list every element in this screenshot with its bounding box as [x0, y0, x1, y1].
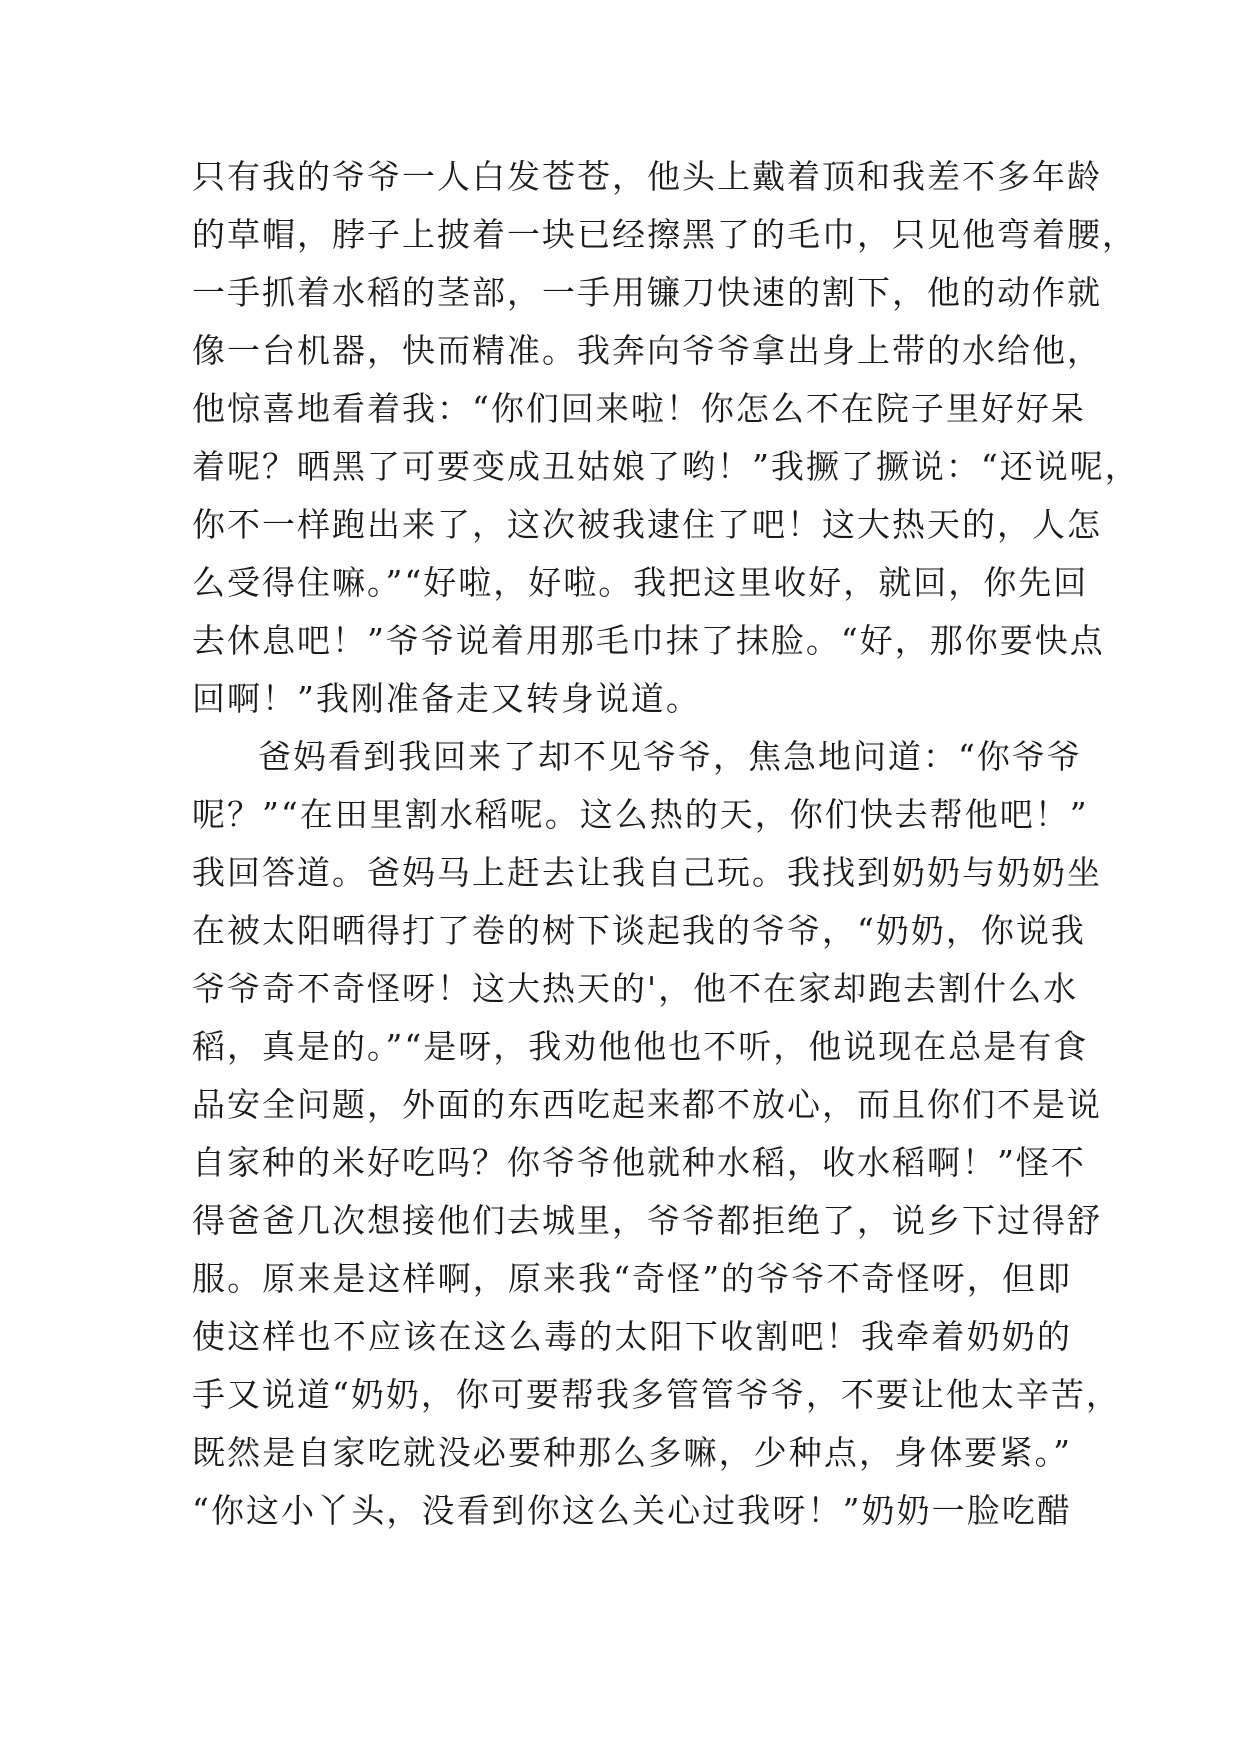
text-line: 稻，真是的。”“是呀，我劝他他也不听，他说现在总是有食: [192, 1027, 1089, 1066]
text-line: 一手抓着水稻的茎部，一手用镰刀快速的割下，他的动作就: [192, 273, 1102, 312]
text-line: 着呢？晒黑了可要变成丑姑娘了哟！”我撅了撅说：“还说呢，: [192, 447, 1140, 486]
text-line: 自家种的米好吃吗？你爷爷他就种水稻，收水稻啊！”怪不: [192, 1143, 1086, 1182]
body-text: [192, 148, 1140, 1540]
text-line: 我回答道。爸妈马上赶去让我自己玩。我找到奶奶与奶奶坐: [192, 853, 1102, 892]
text-line: 只有我的爷爷一人白发苍苍，他头上戴着顶和我差不多年龄: [192, 157, 1102, 196]
text-line: 像一台机器，快而精准。我奔向爷爷拿出身上带的水给他，: [192, 331, 1102, 370]
text-line: 服。原来是这样啊，原来我“奇怪”的爷爷不奇怪呀，但即: [192, 1259, 1072, 1298]
text-line: 爸妈看到我回来了却不见爷爷，焦急地问道：“你爷爷: [258, 737, 1082, 776]
text-line: 你不一样跑出来了，这次被我逮住了吧！这大热天的，人怎: [192, 505, 1102, 544]
text-line: 手又说道“奶奶，你可要帮我多管管爷爷，不要让他太辛苦，: [192, 1375, 1121, 1414]
text-line: 使这样也不应该在这么毒的太阳下收割吧！我牵着奶奶的: [192, 1317, 1072, 1356]
text-line: 既然是自家吃就没必要种那么多嘛，少种点，身体要紧。”: [192, 1433, 1072, 1472]
text-line: 爷爷奇不奇怪呀！这大热天的'，他不在家却跑去割什么水: [192, 969, 1079, 1008]
text-line: 呢？”“在田里割水稻呢。这么热的天，你们快去帮他吧！”: [192, 795, 1089, 834]
text-line: 去休息吧！”爷爷说着用那毛巾抹了抹脸。“好，那你要快点: [192, 621, 1105, 660]
text-line: 品安全问题，外面的东西吃起来都不放心，而且你们不是说: [192, 1085, 1102, 1124]
text-line: 回啊！”我刚准备走又转身说道。: [192, 679, 701, 718]
text-line: 的草帽，脖子上披着一块已经擦黑了的毛巾，只见他弯着腰，: [192, 215, 1137, 254]
text-line: 在被太阳晒得打了卷的树下谈起我的爷爷，“奶奶，你说我: [192, 911, 1086, 950]
text-line: “你这小丫头，没看到你这么关心过我呀！”奶奶一脸吃醋: [192, 1491, 1072, 1530]
text-line: 么受得住嘛。”“好啦，好啦。我把这里收好，就回，你先回: [192, 563, 1089, 602]
text-line: 他惊喜地看着我：“你们回来啦！你怎么不在院子里好好呆: [192, 389, 1086, 428]
text-line: 得爸爸几次想接他们去城里，爷爷都拒绝了，说乡下过得舒: [192, 1201, 1102, 1240]
